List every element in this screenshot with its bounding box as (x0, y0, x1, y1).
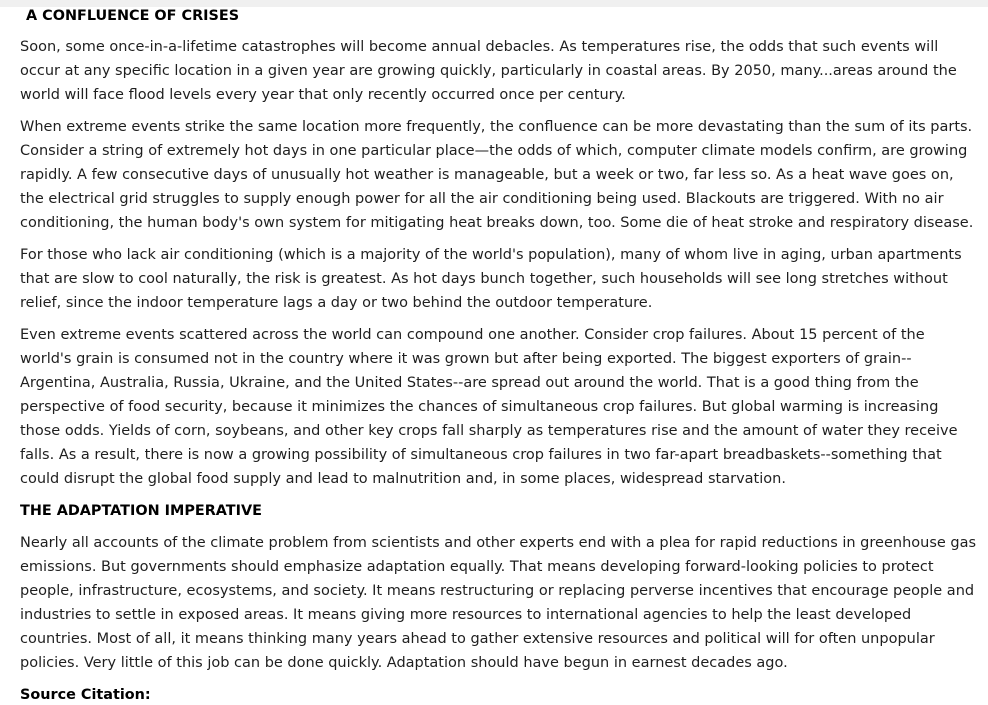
paragraph-confluence-3: For those who lack air conditioning (which is a majority of the world's population), many of whom live in aging, urban apartments that are slow to cool naturally, the risk is greatest. As hot days bunch together, such households will see long stretches without relief, since the indoor temperature lags a day or two behind the outdoor temperature. (20, 247, 962, 311)
paragraph-confluence-1: Soon, some once-in-a-lifetime catastrophes will become annual debacles. As temperatures rise, the odds that such events will occur at any specific location in a given year are growing quickly, particularly in coastal areas. By 2050, many...areas around the world will face flood levels every year that only recently occurred once per century. (20, 39, 957, 103)
paragraph-adaptation-1: Nearly all accounts of the climate problem from scientists and other experts end with a plea for rapid reductions in greenhouse gas emissions. But governments should emphasize adaptation equally. That means developing forward-looking policies to protect people, infrastructure, ecosystems, and society. It means restructuring or replacing perverse incentives that encourage people and industries to settle in exposed areas. It means giving more resources to international agencies to help the least developed countries. Most of all, it means thinking many years ahead to gather extensive resources and political will for often unpopular policies. Very little of this job can be done quickly. Adaptation should have begun in earnest decades ago. (20, 535, 977, 671)
section-heading-confluence: A CONFLUENCE OF CRISES (26, 8, 240, 24)
paragraph-confluence-2: When extreme events strike the same location more frequently, the confluence can be more devastating than the sum of its parts. Consider a string of extremely hot days in one particular place—the odds of which, computer climate models confirm, are growing rapidly. A few consecutive days of unusually hot weather is manageable, but a week or two, far less so. As a heat wave goes on, the electrical grid struggles to supply enough power for all the air conditioning being used. Blackouts are triggered. With no air conditioning, the human body's own system for mitigating heat breaks down, too. Some die of heat stroke and respiratory disease. (20, 119, 974, 231)
paragraph-confluence-4: Even extreme events scattered across the world can compound one another. Consider crop failures. About 15 percent of the world's grain is consumed not in the country where it was grown but after being exported. The biggest exporters of grain--Argentina, Australia, Russia, Ukraine, and the United States--are spread out around the world. That is a good thing from the perspective of food security, because it minimizes the chances of simultaneous crop failures. But global warming is increasing those odds. Yields of corn, soybeans, and other key crops fall sharply as temperatures rise and the amount of water they receive falls. As a result, there is now a growing possibility of simultaneous crop failures in two far-apart breadbaskets--something that could disrupt the global food supply and lead to malnutrition and, in some places, widespread starvation. (20, 327, 958, 487)
source-citation-label: Source Citation: (20, 687, 151, 703)
section-heading-adaptation: THE ADAPTATION IMPERATIVE (20, 503, 262, 519)
